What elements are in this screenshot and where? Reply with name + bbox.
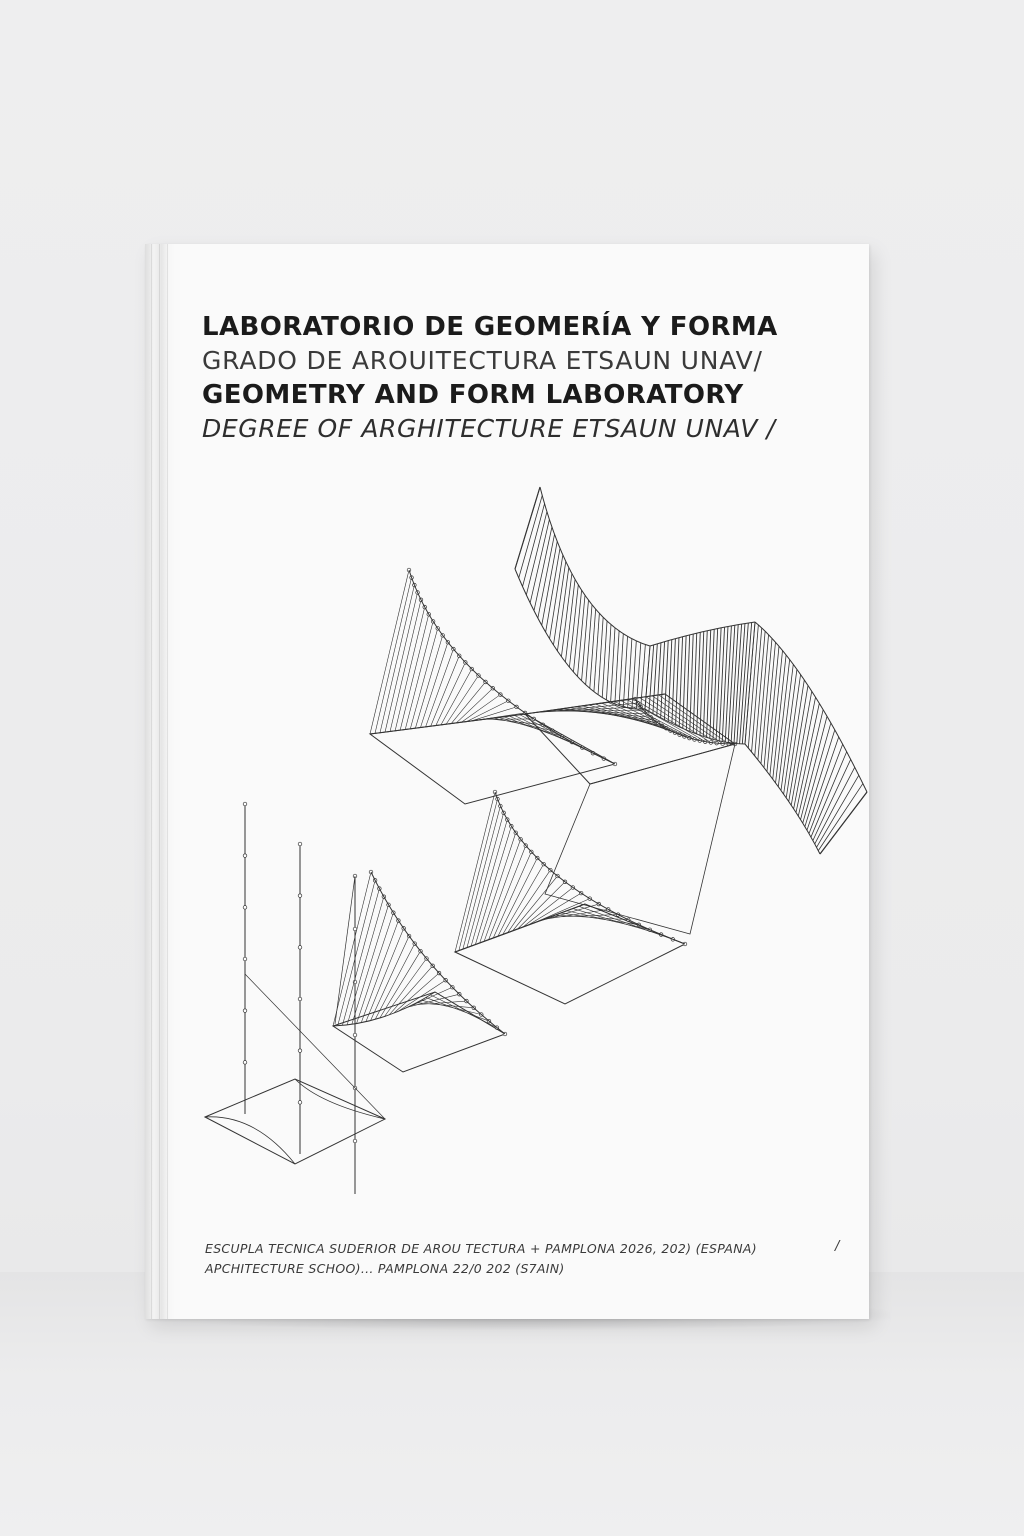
hypar-1-ruling xyxy=(389,966,433,1015)
fold-surface-a-edge xyxy=(515,569,645,709)
illus-node xyxy=(243,1009,247,1013)
illus-node xyxy=(243,906,247,910)
fold-surface-a xyxy=(628,639,632,708)
fold-surface-b xyxy=(731,625,738,743)
fold-surface-b xyxy=(661,642,665,718)
fold-surface-a xyxy=(611,628,615,702)
hypar-2-ruling xyxy=(508,870,551,933)
hypar-1-ruling xyxy=(398,980,445,1011)
hypar-3-ruling xyxy=(380,585,414,733)
hypar-2-ruling xyxy=(475,826,511,944)
illus-node xyxy=(298,1049,302,1053)
hypar-1-ruling xyxy=(347,897,384,1025)
fold-surface-a xyxy=(619,634,623,706)
fold-surface-a xyxy=(623,636,627,707)
fold-surface-a xyxy=(573,590,581,672)
hypar-4-ruling xyxy=(614,701,689,738)
cover-title-english: GEOMETRY AND FORM LABORATORY xyxy=(202,380,744,410)
hypar-2-frame xyxy=(455,904,685,1004)
hypar-2-ruling xyxy=(463,806,501,949)
hypar-2-ruling xyxy=(579,906,673,939)
hypar-1-ruling xyxy=(417,1003,474,1008)
illus-node xyxy=(298,894,302,898)
hypar-3-ruling xyxy=(415,635,442,728)
cover-subtitle-spanish: GRADO DE AROUITECTURA ETSAUN UNAV/ xyxy=(202,346,763,375)
hypar-3-ruling xyxy=(370,570,409,734)
hypar-2-ruling xyxy=(480,833,516,943)
hypar-3-ruling xyxy=(375,578,412,734)
hypar-3-ruling xyxy=(410,628,437,728)
hypar-1-frame xyxy=(333,992,505,1072)
cover-footer-line-1: ESCUPLA TECNICA SUDERIOR DE AROU TECTURA + PAMPLONA 2026, 202) (ESPANA) xyxy=(205,1241,757,1256)
fold-surface-c-edge xyxy=(755,622,867,792)
hypar-2-ruling xyxy=(523,888,573,928)
hypar-2-ruling xyxy=(518,882,565,929)
hypar-1-ruling xyxy=(342,889,379,1026)
cover-subtitle-english: DEGREE OF ARGHITECTURE ETSAUN UNAV / xyxy=(202,414,776,443)
fold-surface-a xyxy=(569,585,578,667)
illus-node xyxy=(298,997,302,1001)
hypar-1-ruling xyxy=(430,995,496,1028)
illus-node xyxy=(353,1139,357,1143)
fold-surface-a xyxy=(530,519,549,602)
book-cover xyxy=(145,244,869,1319)
illus-node xyxy=(353,927,357,931)
hypar-3-ruling xyxy=(436,662,465,725)
fold-surface-c xyxy=(767,646,779,771)
fold-surface-b xyxy=(690,634,693,731)
hypar-1-ruling-edge xyxy=(371,872,505,1034)
fold-surface-b xyxy=(668,640,672,722)
hypar-1-ruling xyxy=(338,880,375,1025)
hypar-2-ruling xyxy=(484,839,520,941)
illus-node xyxy=(298,1101,302,1105)
hypar-3-ruling xyxy=(405,621,433,729)
fold-edge xyxy=(515,487,540,569)
hypar-2-ruling-edge xyxy=(495,792,685,944)
illus-node xyxy=(243,1061,247,1065)
illus-node xyxy=(243,802,247,806)
cover-footer-line-2: APCHITECTURE SCHOO)... PAMPLONA 22/0 202 (S7AIN) xyxy=(205,1261,565,1276)
fold-surface-b xyxy=(683,636,686,729)
hypar-1-ruling xyxy=(333,872,371,1026)
fold-surface-a xyxy=(615,631,619,704)
fold-surface-a xyxy=(606,625,611,700)
cover-title-spanish: LABORATORIO DE GEOMERÍA Y FORMA xyxy=(202,312,778,342)
hypar-3-ruling xyxy=(426,649,454,727)
illus-node xyxy=(298,842,302,846)
illus-node xyxy=(353,1033,357,1037)
fold-surface-a xyxy=(598,617,603,694)
fold-surface-b xyxy=(679,637,682,727)
hypar-3-frame xyxy=(370,714,615,804)
hypar-1-ruling xyxy=(435,992,505,1034)
illus-node xyxy=(243,854,247,858)
fold-surface-a xyxy=(602,621,607,697)
illus-node xyxy=(298,946,302,950)
fold-surface-a xyxy=(582,600,589,681)
fold-surface-b-edge xyxy=(650,622,755,646)
hypar-3-ruling xyxy=(441,669,472,725)
fold-surface-b xyxy=(645,646,650,709)
illus-node xyxy=(243,957,247,961)
hypar-3-ruling xyxy=(446,676,478,725)
cover-footer-slash: / xyxy=(835,1239,840,1254)
fold-surface-a xyxy=(538,534,555,618)
fold-surface-c xyxy=(773,655,786,779)
fold-surface-a xyxy=(542,541,557,625)
fold-surface-b xyxy=(722,626,728,741)
hypar-4-ruling xyxy=(646,697,717,743)
fold-surface-a xyxy=(523,504,545,587)
fold-surface-a xyxy=(534,527,552,611)
hypar-2-ruling-edge xyxy=(455,904,585,952)
fold-surface-a xyxy=(565,579,575,662)
fold-surface-a xyxy=(578,595,586,676)
fold-surface-b xyxy=(725,626,731,742)
fold-surface-b xyxy=(664,641,668,720)
hypar-3-ruling xyxy=(431,656,459,726)
fold-surface-c xyxy=(781,669,797,790)
hypar-3-ruling xyxy=(472,707,516,721)
fold-surface-b xyxy=(657,643,661,716)
fold-surface-b xyxy=(728,625,735,742)
fold-surface-b xyxy=(700,632,704,736)
fold-surface-b xyxy=(693,633,696,733)
geometry-illustration xyxy=(145,244,869,1319)
hypar-3-ruling xyxy=(385,592,417,732)
fold-surface-c xyxy=(770,651,783,776)
base-frame xyxy=(205,1079,385,1164)
fold-surface-c xyxy=(811,752,847,837)
fold-surface-b xyxy=(676,638,679,726)
fold-surface-a xyxy=(526,512,547,595)
hypar-2-ruling xyxy=(503,864,544,935)
fold-surface-a xyxy=(636,643,640,709)
fold-surface-b xyxy=(703,631,707,737)
fold-surface-c-edge xyxy=(745,744,820,854)
hypar-1-ruling xyxy=(426,998,489,1022)
hypar-2-ruling xyxy=(528,893,581,925)
fold-surface-c xyxy=(813,759,851,840)
hypar-1-ruling xyxy=(380,951,421,1018)
